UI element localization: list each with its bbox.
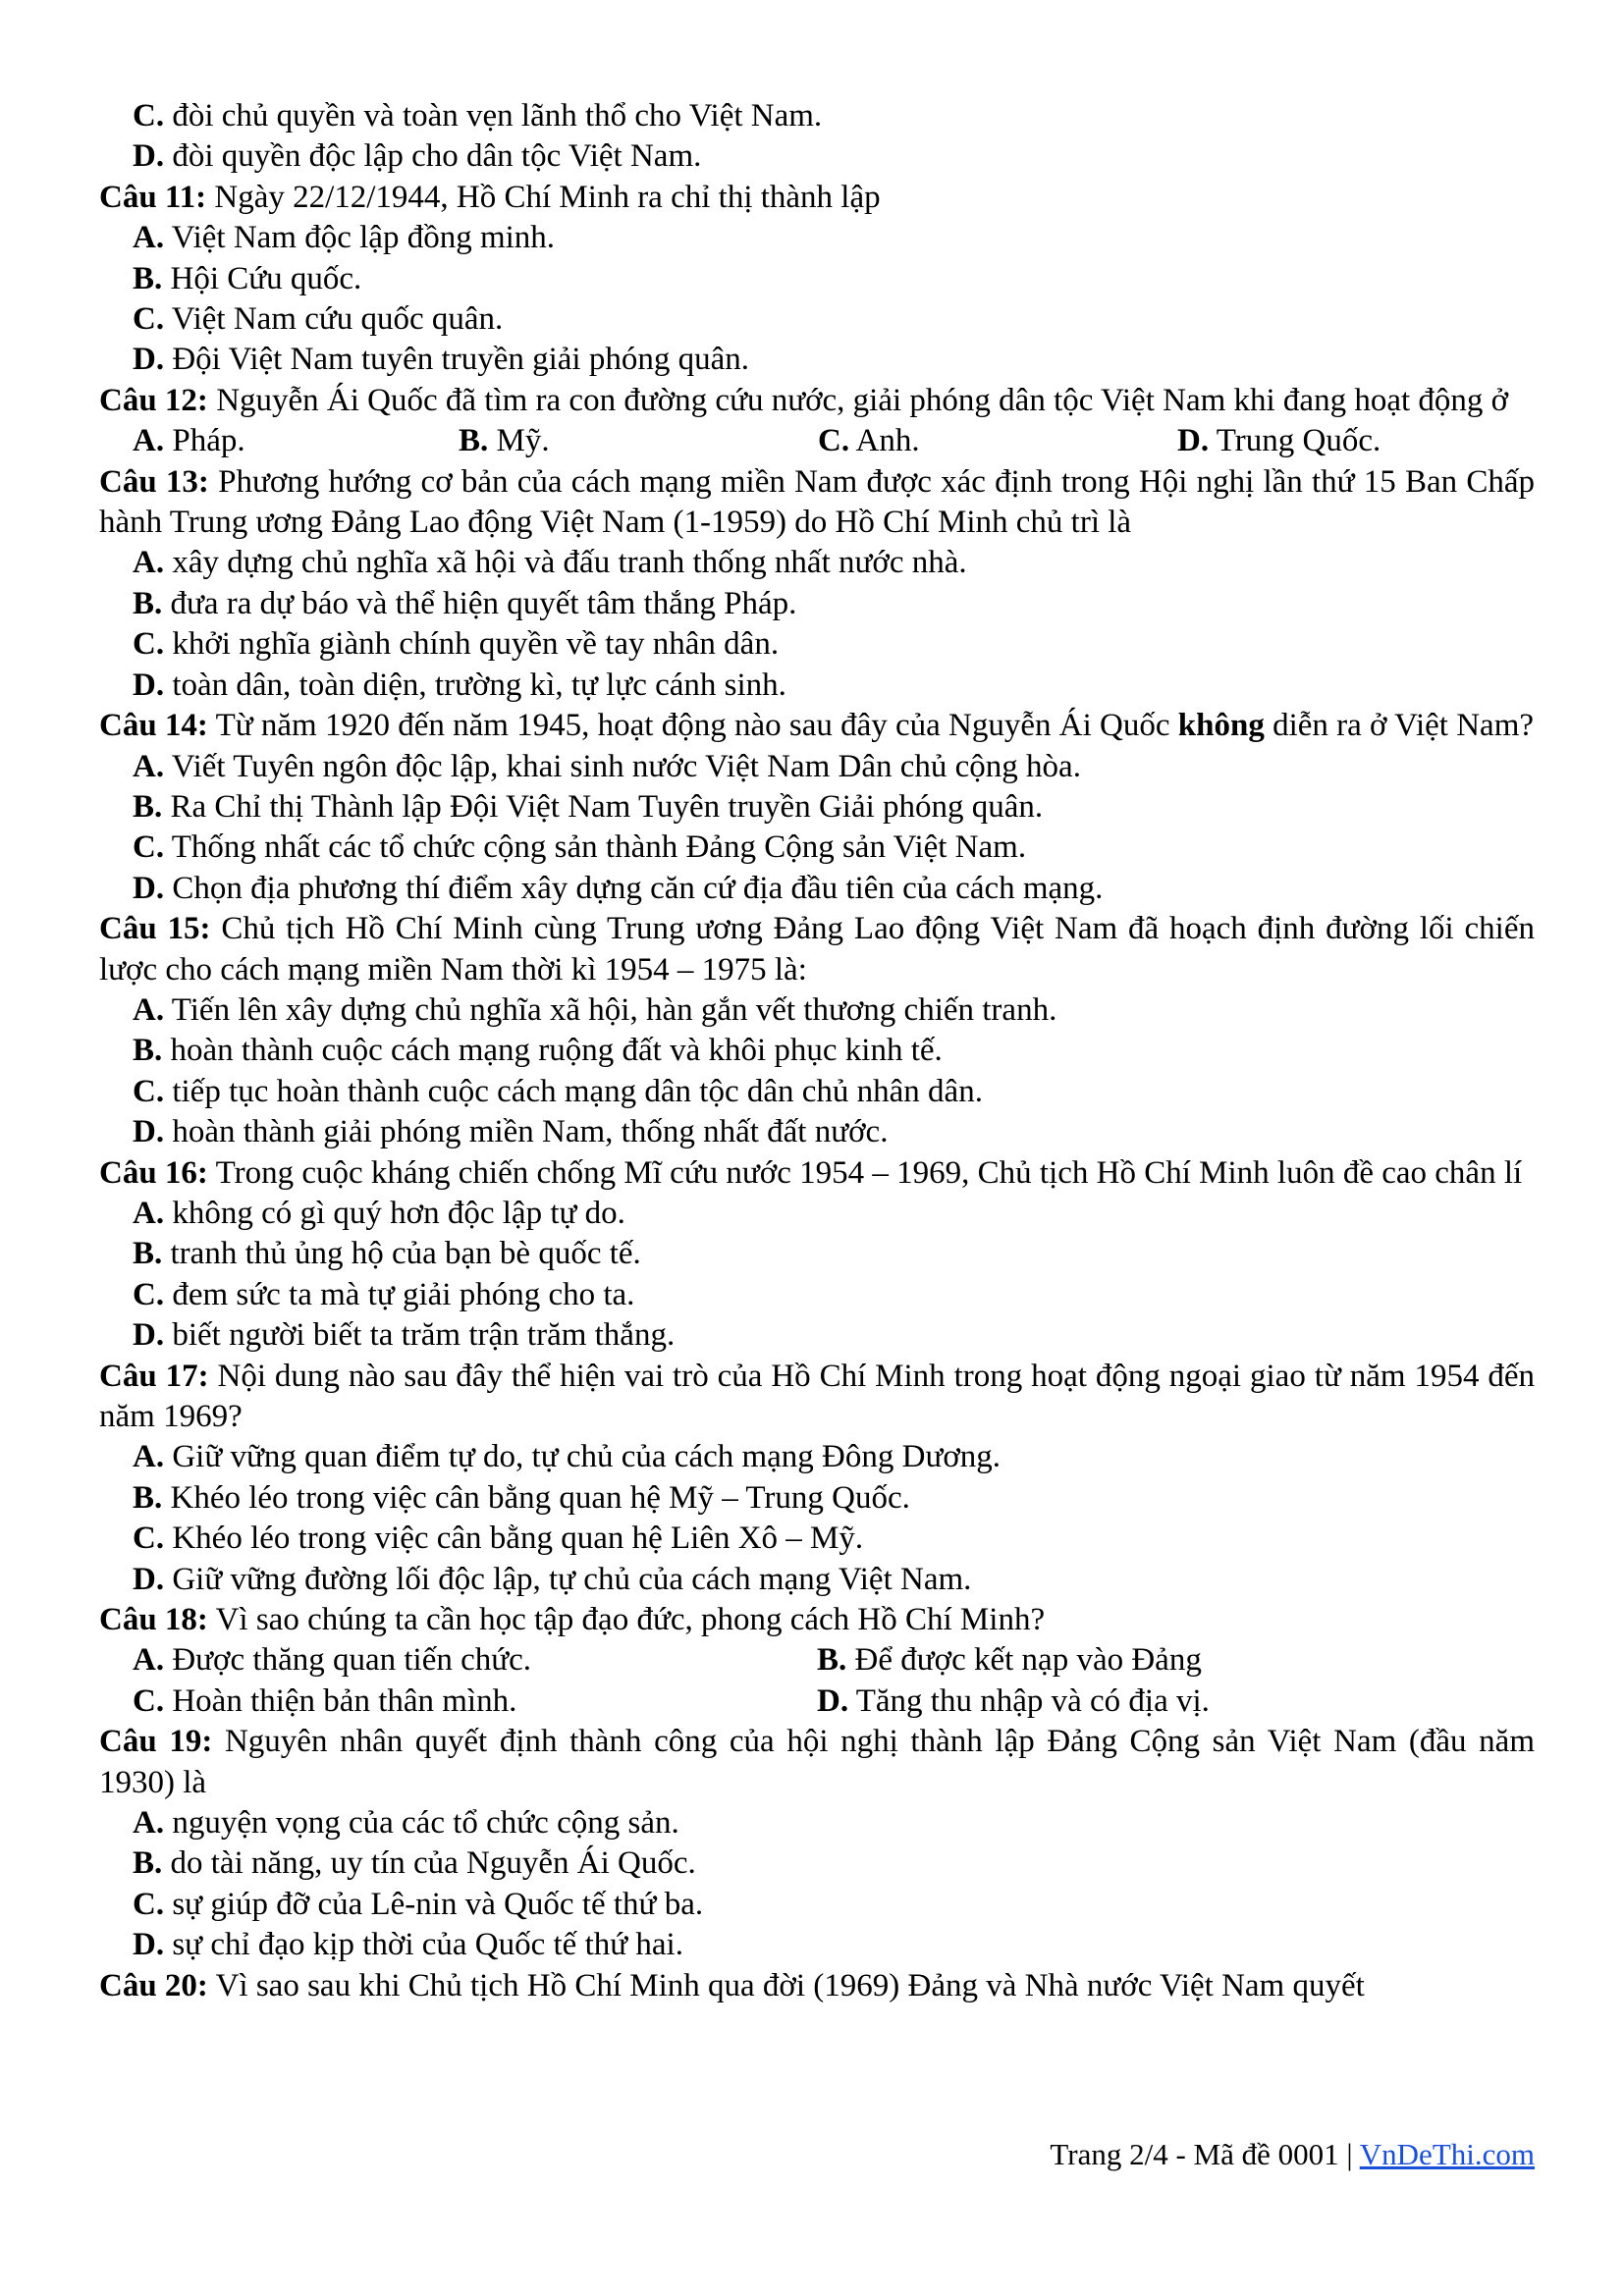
- option-a-q18: [99, 1640, 817, 1681]
- option-c-q13: [99, 624, 1535, 665]
- option-c-q17: [99, 1519, 1535, 1559]
- option-letter: D.: [817, 1682, 849, 1719]
- option-a-q15: [99, 990, 1535, 1031]
- option-letter: C.: [133, 626, 165, 663]
- option-letter: C.: [133, 98, 165, 133]
- text: Pháp.: [172, 423, 245, 459]
- text: Phương hướng cơ bản của cách mạng miền Nam được xác định trong Hội nghị lần thứ 15 Ban Chấp hành Trung ương Đảng Lao động Việt Nam (1-1959) do Hồ Chí Minh chủ trì là: [99, 463, 1535, 541]
- question-16: [99, 1153, 1535, 1194]
- option-a-q17: [99, 1437, 1535, 1477]
- option-letter: B.: [817, 1642, 847, 1679]
- option-letter: B.: [133, 1033, 163, 1069]
- option-b-q16: [99, 1234, 1535, 1274]
- option-letter: A.: [133, 220, 165, 256]
- text: Mỹ.: [496, 423, 550, 459]
- page-footer: [1050, 2137, 1535, 2172]
- option-letter: C.: [133, 1521, 165, 1557]
- question-20: [99, 1966, 1535, 2006]
- text: tiếp tục hoàn thành cuộc cách mạng dân tộc dân chủ nhân dân.: [172, 1073, 983, 1109]
- option-letter: D.: [133, 1114, 165, 1150]
- question-17: [99, 1357, 1535, 1438]
- text: Chọn địa phương thí điểm xây dựng căn cứ địa đầu tiên của cách mạng.: [172, 870, 1104, 906]
- option-d-q18: [817, 1682, 1210, 1722]
- option-letter: D.: [1177, 423, 1210, 459]
- text: Viết Tuyên ngôn độc lập, khai sinh nước Việt Nam Dân chủ cộng hòa.: [171, 748, 1081, 784]
- question-label: Câu 19:: [99, 1724, 213, 1760]
- option-c-q19: [99, 1885, 1535, 1925]
- text: hoàn thành cuộc cách mạng ruộng đất và khôi phục kinh tế.: [170, 1033, 943, 1069]
- text: đem sức ta mà tự giải phóng cho ta.: [172, 1276, 635, 1312]
- text: đưa ra dự báo và thể hiện quyết tâm thắng Pháp.: [170, 585, 797, 621]
- question-12: [99, 381, 1535, 421]
- option-letter: A.: [133, 1642, 165, 1679]
- option-letter: C.: [133, 1682, 165, 1719]
- text: Từ năm 1920 đến năm 1945, hoạt động nào sau đây của Nguyễn Ái Quốc: [215, 708, 1170, 744]
- text: đòi quyền độc lập cho dân tộc Việt Nam.: [172, 138, 702, 175]
- option-c-q14: [99, 828, 1535, 868]
- question-14: [99, 706, 1535, 746]
- option-c-q12: [818, 421, 1177, 461]
- options-row-q18-ab: [99, 1640, 1535, 1681]
- option-letter: A.: [133, 1805, 165, 1842]
- option-b-q11: [99, 259, 1535, 299]
- option-b-q18: [817, 1640, 1202, 1681]
- option-a-q12: [99, 421, 459, 461]
- option-c-q15: [99, 1072, 1535, 1112]
- text: Giữ vững quan điểm tự do, tự chủ của cách mạng Đông Dương.: [172, 1439, 1001, 1475]
- text: không có gì quý hơn độc lập tự do.: [172, 1195, 625, 1231]
- text: Hội Cứu quốc.: [170, 260, 362, 296]
- option-d-q19: [99, 1925, 1535, 1965]
- question-label: Câu 18:: [99, 1602, 208, 1638]
- text: Trong cuộc kháng chiến chống Mĩ cứu nước 1954 – 1969, Chủ tịch Hồ Chí Minh luôn đề cao chân lí: [215, 1154, 1523, 1191]
- question-19: [99, 1722, 1535, 1803]
- option-letter: D.: [133, 1317, 165, 1354]
- text: do tài năng, uy tín của Nguyễn Ái Quốc.: [170, 1845, 696, 1882]
- footer-site-link[interactable]: VnDeThi.com: [1359, 2137, 1535, 2171]
- option-letter: B.: [459, 423, 489, 459]
- question-label: Câu 20:: [99, 1967, 208, 2003]
- option-letter: D.: [133, 342, 165, 378]
- option-a-q19: [99, 1803, 1535, 1843]
- text: sự chỉ đạo kịp thời của Quốc tế thứ hai.: [172, 1927, 683, 1963]
- option-d-q10: [99, 136, 1535, 177]
- question-label: Câu 12:: [99, 382, 208, 418]
- option-d-q15: [99, 1112, 1535, 1152]
- text: Ngày 22/12/1944, Hồ Chí Minh ra chỉ thị thành lập: [214, 179, 881, 215]
- page-content: [99, 96, 1535, 2006]
- text: Nội dung nào sau đây thể hiện vai trò của Hồ Chí Minh trong hoạt động ngoại giao từ năm 1954 đến năm 1969?: [99, 1358, 1535, 1434]
- text: Trung Quốc.: [1216, 423, 1381, 459]
- text: Giữ vững đường lối độc lập, tự chủ của cách mạng Việt Nam.: [172, 1561, 972, 1597]
- text: tranh thủ ủng hộ của bạn bè quốc tế.: [170, 1236, 641, 1272]
- option-c-q10: [99, 96, 1535, 136]
- question-label: Câu 16:: [99, 1154, 208, 1191]
- option-d-q13: [99, 666, 1535, 706]
- option-letter: B.: [133, 1236, 163, 1272]
- option-letter: D.: [133, 667, 165, 703]
- option-letter: C.: [818, 423, 850, 459]
- option-letter: A.: [133, 545, 165, 581]
- text: Chủ tịch Hồ Chí Minh cùng Trung ương Đảng Lao động Việt Nam đã hoạch định đường lối chiến lược cho cách mạng miền Nam thời kì 1954 – 1975 là:: [99, 911, 1535, 988]
- text: không: [1177, 708, 1265, 744]
- text: Tiến lên xây dựng chủ nghĩa xã hội, hàn gắn vết thương chiến tranh.: [171, 991, 1057, 1028]
- text: Khéo léo trong việc cân bằng quan hệ Mỹ – Trung Quốc.: [170, 1479, 910, 1516]
- option-letter: B.: [133, 585, 163, 621]
- option-letter: D.: [133, 138, 165, 175]
- options-row-q18-cd: [99, 1682, 1535, 1722]
- text: sự giúp đỡ của Lê-nin và Quốc tế thứ ba.: [172, 1886, 704, 1922]
- option-letter: B.: [133, 260, 163, 296]
- text: Vì sao chúng ta cần học tập đạo đức, phong cách Hồ Chí Minh?: [215, 1602, 1046, 1638]
- question-label: Câu 15:: [99, 911, 211, 947]
- option-a-q16: [99, 1194, 1535, 1234]
- text: Để được kết nạp vào Đảng: [854, 1642, 1202, 1679]
- option-b-q13: [99, 584, 1535, 624]
- text: Đội Việt Nam tuyên truyền giải phóng quân.: [172, 342, 749, 378]
- option-letter: D.: [133, 1561, 165, 1597]
- question-18: [99, 1600, 1535, 1640]
- option-letter: A.: [133, 991, 165, 1028]
- text: hoàn thành giải phóng miền Nam, thống nhất đất nước.: [172, 1114, 889, 1150]
- option-letter: C.: [133, 829, 165, 866]
- text: Anh.: [855, 423, 920, 459]
- text: đòi chủ quyền và toàn vẹn lãnh thổ cho Việt Nam.: [172, 98, 823, 133]
- footer-page-info: Trang 2/4 - Mã đề 0001 |: [1050, 2137, 1353, 2171]
- text: Việt Nam độc lập đồng minh.: [171, 220, 556, 256]
- text: Thống nhất các tổ chức cộng sản thành Đảng Cộng sản Việt Nam.: [171, 829, 1027, 866]
- text: Vì sao sau khi Chủ tịch Hồ Chí Minh qua đời (1969) Đảng và Nhà nước Việt Nam quyết: [215, 1967, 1365, 2003]
- option-b-q15: [99, 1031, 1535, 1071]
- text: Nguyễn Ái Quốc đã tìm ra con đường cứu nước, giải phóng dân tộc Việt Nam khi đang hoạt động ở: [216, 382, 1509, 418]
- option-letter: B.: [133, 1845, 163, 1882]
- text: xây dựng chủ nghĩa xã hội và đấu tranh thống nhất nước nhà.: [172, 545, 967, 581]
- option-letter: C.: [133, 1886, 165, 1922]
- question-15: [99, 909, 1535, 990]
- text: toàn dân, toàn diện, trường kì, tự lực cánh sinh.: [172, 667, 786, 703]
- option-letter: C.: [133, 301, 165, 338]
- text: Nguyên nhân quyết định thành công của hội nghị thành lập Đảng Cộng sản Việt Nam (đầu năm 1930) là: [99, 1724, 1535, 1800]
- text: Việt Nam cứu quốc quân.: [171, 301, 504, 338]
- option-c-q11: [99, 299, 1535, 340]
- option-d-q17: [99, 1560, 1535, 1600]
- text: diễn ra ở Việt Nam?: [1272, 708, 1535, 744]
- option-c-q18: [99, 1682, 817, 1722]
- option-letter: D.: [133, 870, 165, 906]
- option-d-q14: [99, 869, 1535, 909]
- option-a-q11: [99, 218, 1535, 258]
- text: Hoàn thiện bản thân mình.: [172, 1682, 517, 1719]
- text: Ra Chỉ thị Thành lập Đội Việt Nam Tuyên truyền Giải phóng quân.: [170, 788, 1044, 825]
- option-letter: C.: [133, 1276, 165, 1312]
- option-letter: B.: [133, 1479, 163, 1516]
- option-a-q13: [99, 543, 1535, 583]
- question-label: Câu 14:: [99, 708, 208, 744]
- question-label: Câu 11:: [99, 179, 207, 215]
- question-label: Câu 17:: [99, 1358, 209, 1394]
- option-b-q14: [99, 787, 1535, 828]
- option-b-q17: [99, 1478, 1535, 1519]
- option-letter: B.: [133, 788, 163, 825]
- option-b-q19: [99, 1843, 1535, 1884]
- question-label: Câu 13:: [99, 463, 209, 500]
- option-b-q12: [459, 421, 818, 461]
- option-letter: D.: [133, 1927, 165, 1963]
- option-letter: A.: [133, 1439, 165, 1475]
- option-c-q16: [99, 1275, 1535, 1315]
- options-row-q12: [99, 421, 1535, 461]
- text: Được thăng quan tiến chức.: [172, 1642, 532, 1679]
- option-d-q12: [1177, 421, 1380, 461]
- question-13: [99, 462, 1535, 544]
- text: Tăng thu nhập và có địa vị.: [855, 1682, 1210, 1719]
- text: biết người biết ta trăm trận trăm thắng.: [172, 1317, 676, 1354]
- option-letter: A.: [133, 423, 165, 459]
- option-d-q16: [99, 1315, 1535, 1356]
- question-11: [99, 178, 1535, 218]
- option-a-q14: [99, 747, 1535, 787]
- option-letter: C.: [133, 1073, 165, 1109]
- text: khởi nghĩa giành chính quyền về tay nhân dân.: [172, 626, 780, 663]
- option-letter: A.: [133, 748, 165, 784]
- text: nguyện vọng của các tổ chức cộng sản.: [172, 1805, 679, 1842]
- option-d-q11: [99, 340, 1535, 380]
- option-letter: A.: [133, 1195, 165, 1231]
- text: Khéo léo trong việc cân bằng quan hệ Liên Xô – Mỹ.: [172, 1521, 864, 1557]
